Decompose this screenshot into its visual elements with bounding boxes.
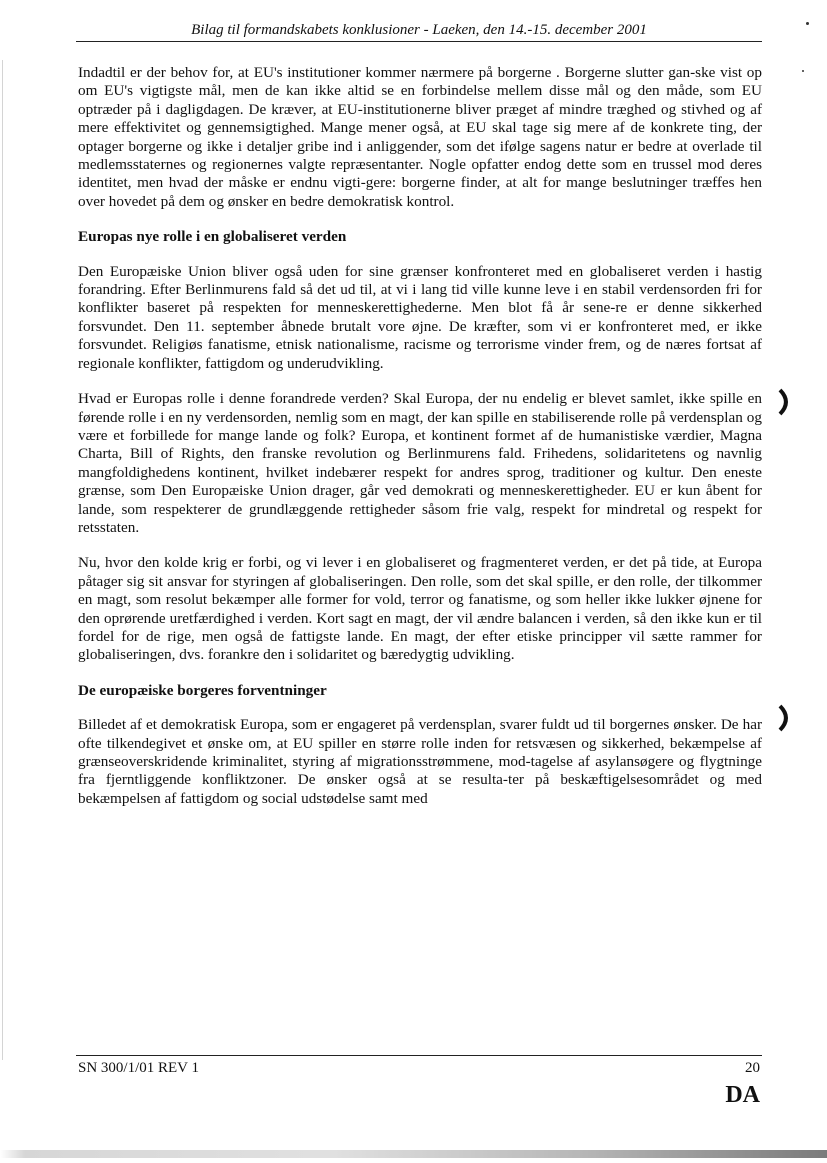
footer-divider xyxy=(76,1055,762,1056)
scan-edge-line xyxy=(2,60,3,1060)
scan-speck xyxy=(806,22,809,25)
header-title: Bilag til formandskabets konklusioner - Laeken, den 14.-15. december 2001 xyxy=(191,22,647,38)
page-header xyxy=(76,22,762,42)
paragraph-1: Den Europæiske Union bliver også uden for sine grænser konfronteret med en globaliseret verden i hastig forandring. Efter Berlinmurens fald så det ud til, at vi i lang tid ville kunne leve i en stabil verdensorden fri for konflikter baseret på respekten for menneskerettighederne. Men blot få år sene-re er denne sikkerhed forsvundet. Den 11. september åbnede brutalt vore øjne. De kræfter, som vi er konfronteret med, er ikke forsvundet. Religiøs fanatisme, etnisk nationalisme, racisme og terrorisme vinder frem, og de næres fortsat af regionale konflikter, fattigdom og underudvikling. xyxy=(78,262,762,372)
scan-bottom-strip xyxy=(0,1150,827,1158)
document-reference: SN 300/1/01 REV 1 xyxy=(78,1060,199,1076)
paragraph-4: Billedet af et demokratisk Europa, som er engageret på verdensplan, svarer fuldt ud til borgernes ønsker. De har ofte tilkendegivet et ønske om, at EU spiller en større rolle inden for retsvæsen og sikkerhed, bekæmpelse af grænseoverskridende kriminalitet, styring af migrationsstrømmene, mod-tagelse af asylansøgere og flygtninge fra fjerntliggende konfliktzoner. De ønsker også at se resulta-ter på beskæftigelsesområdet og med bekæmpelsen af fattigdom og social udstødelse samt med xyxy=(78,716,762,807)
document-body xyxy=(78,64,762,825)
scan-speck xyxy=(802,70,804,72)
section-heading-citizens-expectations: De europæiske borgeres forventninger xyxy=(78,681,327,699)
language-code: DA xyxy=(725,1082,760,1108)
page-number: 20 xyxy=(745,1060,760,1076)
punch-hole-icon xyxy=(777,704,793,732)
paragraph-3: Nu, hvor den kolde krig er forbi, og vi lever i en globaliseret og fragmenteret verden, er det på tide, at Europa påtager sig sit ansvar for styringen af globaliseringen. Den rolle, som det skal spille, er den rolle, der tilkommer en magt, som resolut bekæmper alle former for vold, terror og fanatisme, og som heller ikke lukker øjnene for den oprørende uretfærdighed i verden. Kort sagt en magt, der vil ændre balancen i verden, så den ikke kun er til fordel for de rige, men også de fattigste lande. En magt, der efter etiske principper vil sætte rammer for globaliseringen, dvs. forankre den i solidaritet og bæredygtig udvikling. xyxy=(78,554,762,664)
punch-hole-icon xyxy=(777,388,793,416)
intro-paragraph: Indadtil er der behov for, at EU's institutioner kommer nærmere på borgerne . Borgerne slutter gan-ske vist op om EU's vigtigste mål, men de kan ikke altid se en forbindelse mellem disse mål og den måde, som EU optræder på i dagligdagen. De kræver, at EU-institutionerne bliver præget af mindre træghed og stivhed og af mere effektivitet og gennemsigtighed. Mange mener også, at EU skal tage sig mere af de konkrete ting, der optager borgerne og ikke i detaljer gribe ind i anliggender, som det ifølge sagens natur er bedre at overlade til medlemsstaternes og regionernes valgte repræsentanter. Nogle opfatter endog dette som en trussel mod deres identitet, men hvad der måske er endnu vigti-gere: borgerne finder, at alt for mange beslutninger træffes hen over hovedet på dem og ønsker en bedre demokratisk kontrol. xyxy=(78,64,762,210)
section-heading-global-role: Europas nye rolle i en globaliseret verden xyxy=(78,228,347,246)
paragraph-2: Hvad er Europas rolle i denne forandrede verden? Skal Europa, der nu endelig er blevet samlet, ikke spille en førende rolle i en ny verdensorden, nemlig som en magt, der kan spille en stabiliserende rolle på verdensplan og være et forbillede for mange lande og folk? Europa, et kontinent formet af de humanistiske værdier, Magna Charta, Bill of Rights, den franske revolution og Berlinmurens fald. Frihedens, solidaritetens og navnlig mangfoldighedens kontinent, hvilket indebærer respekt for andres sprog, traditioner og kultur. Den eneste grænse, som Den Europæiske Union drager, går ved demokrati og menneskerettigheder. EU er kun åbent for lande, som respekterer de grundlæggende rettigheder såsom frie valg, respekt for mindretal og respekt for retsstaten. xyxy=(78,390,762,536)
